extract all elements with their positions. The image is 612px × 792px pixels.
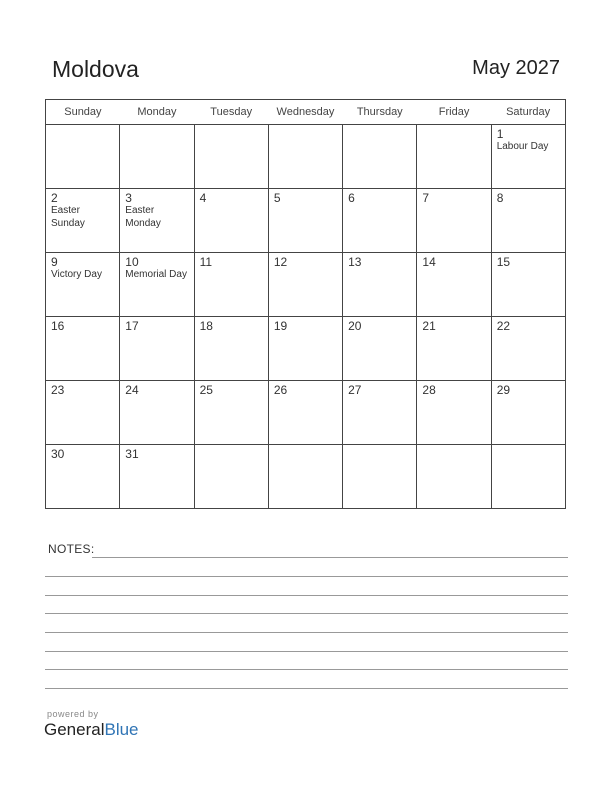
week-row — [46, 317, 566, 381]
day-number: 18 — [199, 319, 213, 333]
day-cell — [417, 253, 491, 317]
day-number: 20 — [348, 319, 362, 333]
day-cell — [491, 445, 565, 509]
notes-line — [45, 595, 568, 596]
week-row — [46, 381, 566, 445]
day-cell — [491, 125, 565, 189]
day-number: 19 — [273, 319, 288, 333]
day-cell — [417, 381, 491, 445]
day-cell — [194, 445, 268, 509]
notes-line — [45, 613, 568, 614]
weekday-saturday: Saturday — [491, 100, 565, 125]
day-cell — [268, 189, 342, 253]
day-cell — [491, 253, 565, 317]
day-number: 7 — [422, 191, 430, 205]
brand-blue-text: Blue — [104, 720, 139, 739]
notes-line — [45, 576, 568, 577]
day-cell — [343, 189, 417, 253]
day-cell — [343, 125, 417, 189]
notes-line — [45, 651, 568, 652]
holiday-label: Easter Sunday — [51, 205, 85, 229]
day-cell — [194, 253, 268, 317]
day-number: 8 — [496, 191, 504, 205]
week-row — [46, 445, 566, 509]
day-number: 13 — [348, 255, 362, 269]
brand-logo — [44, 720, 139, 740]
day-cell — [268, 445, 342, 509]
day-number: 23 — [51, 383, 65, 397]
day-cell — [46, 189, 120, 253]
day-cell — [491, 189, 565, 253]
notes-line — [45, 669, 568, 670]
day-cell — [417, 189, 491, 253]
weekday-tuesday: Tuesday — [194, 100, 268, 125]
brand-general-text: General — [44, 720, 105, 739]
day-cell — [120, 317, 194, 381]
weekday-monday: Monday — [120, 100, 194, 125]
day-cell — [343, 253, 417, 317]
day-cell — [417, 317, 491, 381]
notes-line — [45, 688, 568, 689]
weekday-sunday: Sunday — [46, 100, 120, 125]
day-cell — [46, 445, 120, 509]
country-title: Moldova — [52, 56, 139, 82]
day-number: 10 — [125, 255, 139, 269]
week-row — [46, 189, 566, 253]
holiday-label: Victory Day — [51, 269, 102, 280]
day-number: 16 — [51, 319, 65, 333]
day-cell — [343, 381, 417, 445]
calendar-grid — [45, 99, 566, 509]
day-cell — [194, 381, 268, 445]
day-cell — [46, 125, 120, 189]
weekday-header-row — [46, 100, 566, 125]
day-number: 6 — [348, 191, 355, 205]
week-row — [46, 253, 566, 317]
day-number: 24 — [125, 383, 139, 397]
day-cell — [268, 253, 342, 317]
day-number: 17 — [125, 319, 139, 333]
day-number: 15 — [496, 255, 511, 269]
holiday-label: Memorial Day — [125, 269, 187, 280]
day-number: 2 — [51, 191, 58, 205]
holiday-label: Easter Monday — [125, 205, 161, 229]
day-number: 31 — [125, 447, 139, 461]
weekday-thursday: Thursday — [343, 100, 417, 125]
day-number: 3 — [125, 191, 132, 205]
day-number: 26 — [273, 383, 288, 397]
day-number: 21 — [422, 319, 436, 333]
powered-by-text: powered by — [47, 709, 99, 719]
day-number: 5 — [273, 191, 281, 205]
day-cell — [268, 317, 342, 381]
day-number: 25 — [199, 383, 213, 397]
weekday-friday: Friday — [417, 100, 491, 125]
day-cell — [194, 317, 268, 381]
week-row — [46, 125, 566, 189]
day-number: 30 — [51, 447, 65, 461]
notes-line — [92, 557, 568, 558]
notes-label: NOTES: — [48, 542, 95, 556]
day-cell — [268, 381, 342, 445]
day-number: 22 — [496, 319, 511, 333]
day-number: 4 — [199, 191, 207, 205]
day-cell — [46, 317, 120, 381]
day-cell — [46, 381, 120, 445]
day-number: 29 — [496, 383, 511, 397]
day-number: 12 — [273, 255, 288, 269]
day-cell — [120, 445, 194, 509]
day-cell — [120, 189, 194, 253]
day-cell — [417, 445, 491, 509]
holiday-label: Labour Day — [496, 141, 549, 152]
day-number: 11 — [199, 255, 213, 269]
day-cell — [268, 125, 342, 189]
day-cell — [194, 125, 268, 189]
day-cell — [120, 125, 194, 189]
notes-line — [45, 632, 568, 633]
day-cell — [417, 125, 491, 189]
day-number: 1 — [496, 127, 504, 141]
day-cell — [343, 317, 417, 381]
day-cell — [46, 253, 120, 317]
day-number: 27 — [348, 383, 362, 397]
day-cell — [491, 381, 565, 445]
day-cell — [194, 189, 268, 253]
day-number: 9 — [51, 255, 58, 269]
month-year-title: May 2027 — [472, 57, 560, 79]
day-cell — [120, 381, 194, 445]
day-cell — [491, 317, 565, 381]
day-cell — [343, 445, 417, 509]
weekday-wednesday: Wednesday — [268, 100, 342, 125]
day-number: 14 — [422, 255, 436, 269]
day-number: 28 — [422, 383, 436, 397]
day-cell — [120, 253, 194, 317]
